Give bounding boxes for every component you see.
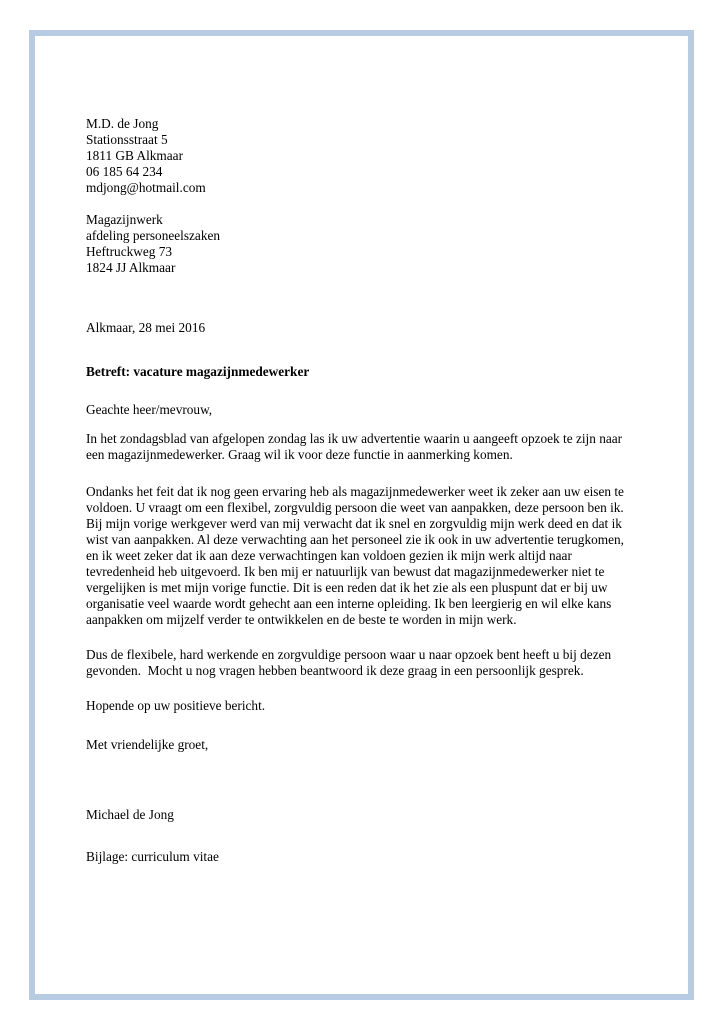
paragraph-line: Dus de flexibele, hard werkende en zorgvuldige persoon waar u naar opzoek bent heeft u bij dezen xyxy=(86,647,612,662)
paragraph-line: In het zondagsblad van afgelopen zondag las ik uw advertentie waarin u aangeeft opzoek te zijn naar xyxy=(86,431,623,446)
paragraph-intro xyxy=(86,431,646,463)
paragraph-line: een magazijnmedewerker. Graag wil ik voor deze functie in aanmerking komen. xyxy=(86,447,513,462)
letter-body xyxy=(86,116,646,865)
paragraph-conclusion xyxy=(86,647,646,679)
recipient-city: 1824 JJ Alkmaar xyxy=(86,260,176,275)
signature-name: Michael de Jong xyxy=(86,807,174,822)
paragraph-line: en ik weet zeker dat ik aan deze verwachtingen kan voldoen gezien ik mijn werk altijd naar xyxy=(86,548,572,563)
paragraph-line: gevonden. Mocht u nog vragen hebben beantwoord ik deze graag in een persoonlijk gesprek. xyxy=(86,663,584,678)
paragraph-line: organisatie veel waarde wordt gehecht aan een interne opleiding. Ik ben leergierig en wil elke kans xyxy=(86,596,612,611)
paragraph-line: tevredenheid heb uitgevoerd. Ik ben mij er natuurlijk van bewust dat magazijnmedewerker niet te xyxy=(86,564,605,579)
salutation: Geachte heer/mevrouw, xyxy=(86,402,213,417)
letter-date: Alkmaar, 28 mei 2016 xyxy=(86,320,206,335)
sender-phone: 06 185 64 234 xyxy=(86,164,163,179)
sender-city: 1811 GB Alkmaar xyxy=(86,148,184,163)
recipient-company: Magazijnwerk xyxy=(86,212,163,227)
recipient-department: afdeling personeelszaken xyxy=(86,228,221,243)
letter-subject: Betreft: vacature magazijnmedewerker xyxy=(86,364,310,379)
paragraph-line: wist van aanpakken. Al deze verwachting aan het personeel zie ik ook in uw advertentie terugkomen, xyxy=(86,532,624,547)
recipient-street: Heftruckweg 73 xyxy=(86,244,173,259)
attachment-note: Bijlage: curriculum vitae xyxy=(86,849,219,864)
paragraph-line: Ondanks het feit dat ik nog geen ervaring heb als magazijnmedewerker weet ik zeker aan uw eisen te xyxy=(86,484,624,499)
sender-name: M.D. de Jong xyxy=(86,116,159,131)
sender-email: mdjong@hotmail.com xyxy=(86,180,206,195)
paragraph-line: vergelijken is met mijn vorige functie. Dit is een reden dat ik het zie als een pluspunt dat er bij uw xyxy=(86,580,608,595)
paragraph-line: Bij mijn vorige werkgever werd van mij verwacht dat ik snel en zorgvuldig mijn werk deed en dat ik xyxy=(86,516,622,531)
paragraph-line: aanpakken om mijzelf verder te ontwikkelen en de beste te worden in mijn werk. xyxy=(86,612,517,627)
regards: Met vriendelijke groet, xyxy=(86,737,209,752)
sender-address-block xyxy=(86,116,646,196)
paragraph-motivation xyxy=(86,484,646,628)
closing-line: Hopende op uw positieve bericht. xyxy=(86,698,266,713)
sender-street: Stationsstraat 5 xyxy=(86,132,168,147)
recipient-address-block xyxy=(86,212,646,276)
paragraph-line: voldoen. U vraagt om een flexibel, zorgvuldig persoon die weet van aanpakken, deze persoon ben ik. xyxy=(86,500,624,515)
